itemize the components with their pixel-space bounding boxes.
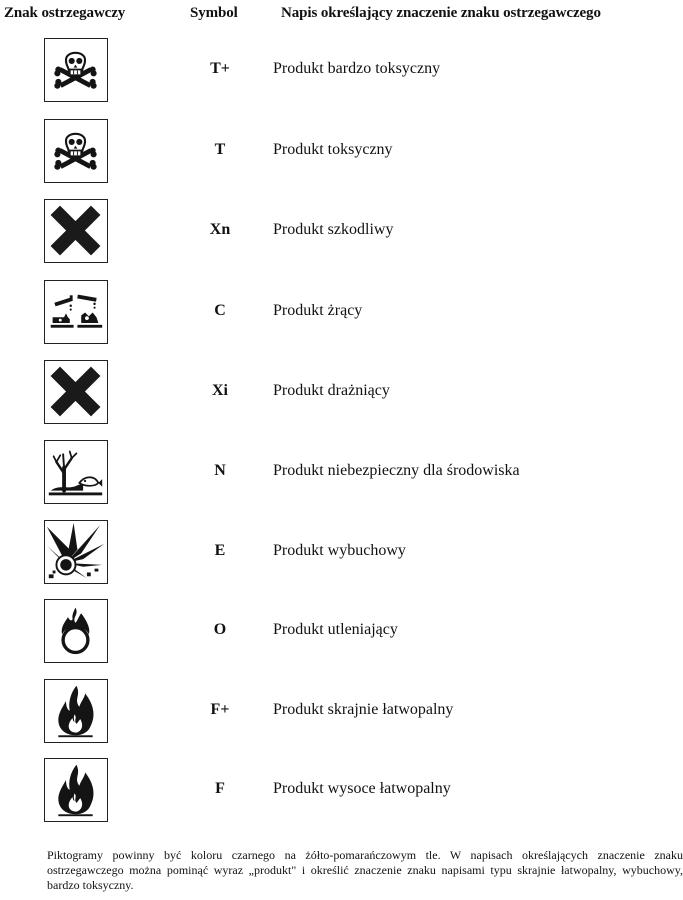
description-label: Produkt drażniący bbox=[273, 382, 390, 399]
exploding-bomb-icon bbox=[44, 520, 108, 584]
skull-crossbones-icon bbox=[44, 38, 108, 102]
description-label: Produkt bardzo toksyczny bbox=[273, 60, 441, 77]
table-row bbox=[0, 199, 683, 269]
table-row bbox=[0, 520, 683, 590]
skull-crossbones-icon bbox=[44, 119, 108, 183]
table-row bbox=[0, 360, 683, 430]
description-label: Produkt żrący bbox=[273, 302, 363, 319]
table-row bbox=[0, 280, 683, 350]
header-symbol: Symbol bbox=[190, 5, 238, 21]
corrosion-icon bbox=[44, 280, 108, 344]
description-label: Produkt toksyczny bbox=[273, 141, 393, 158]
description-label: Produkt utleniający bbox=[273, 621, 398, 638]
symbol-label: T+ bbox=[210, 60, 230, 77]
table-row bbox=[0, 599, 683, 669]
dead-tree-fish-icon bbox=[44, 440, 108, 504]
symbol-label: Xn bbox=[209, 221, 231, 238]
description-label: Produkt wybuchowy bbox=[273, 542, 406, 559]
description-label: Produkt skrajnie łatwopalny bbox=[273, 701, 454, 718]
symbol-label: O bbox=[213, 621, 227, 638]
symbol-label: N bbox=[214, 462, 226, 479]
description-label: Produkt niebezpieczny dla środowiska bbox=[273, 462, 520, 479]
description-label: Produkt szkodliwy bbox=[273, 221, 394, 238]
symbol-label: E bbox=[214, 542, 226, 559]
header-description: Napis określający znaczenie znaku ostrzegawczego bbox=[281, 5, 601, 21]
footnote-text: Piktogramy powinny być koloru czarnego na żółto-pomarańczowym tle. W napisach określających znaczenie znaku ostrzegawczego można pominąć wyraz „produkt" i określić znaczenie znaku napisami typu skrajnie łatwopalny, wybuchowy, bardzo toksyczny. bbox=[47, 848, 683, 892]
flame-icon bbox=[44, 758, 108, 822]
table-row bbox=[0, 758, 683, 828]
symbol-label: F+ bbox=[210, 701, 230, 718]
flame-icon bbox=[44, 679, 108, 743]
table-row bbox=[0, 119, 683, 189]
table-row bbox=[0, 38, 683, 108]
flame-over-circle-icon bbox=[44, 599, 108, 663]
saltire-cross-icon bbox=[44, 199, 108, 263]
symbol-label: Xi bbox=[212, 382, 228, 399]
table-row bbox=[0, 679, 683, 749]
header-warning-sign: Znak ostrzegawczy bbox=[4, 5, 126, 21]
symbol-label: T bbox=[214, 141, 226, 158]
saltire-cross-icon bbox=[44, 360, 108, 424]
description-label: Produkt wysoce łatwopalny bbox=[273, 780, 451, 797]
table-row bbox=[0, 440, 683, 510]
symbol-label: C bbox=[214, 302, 226, 319]
symbol-label: F bbox=[215, 780, 225, 797]
